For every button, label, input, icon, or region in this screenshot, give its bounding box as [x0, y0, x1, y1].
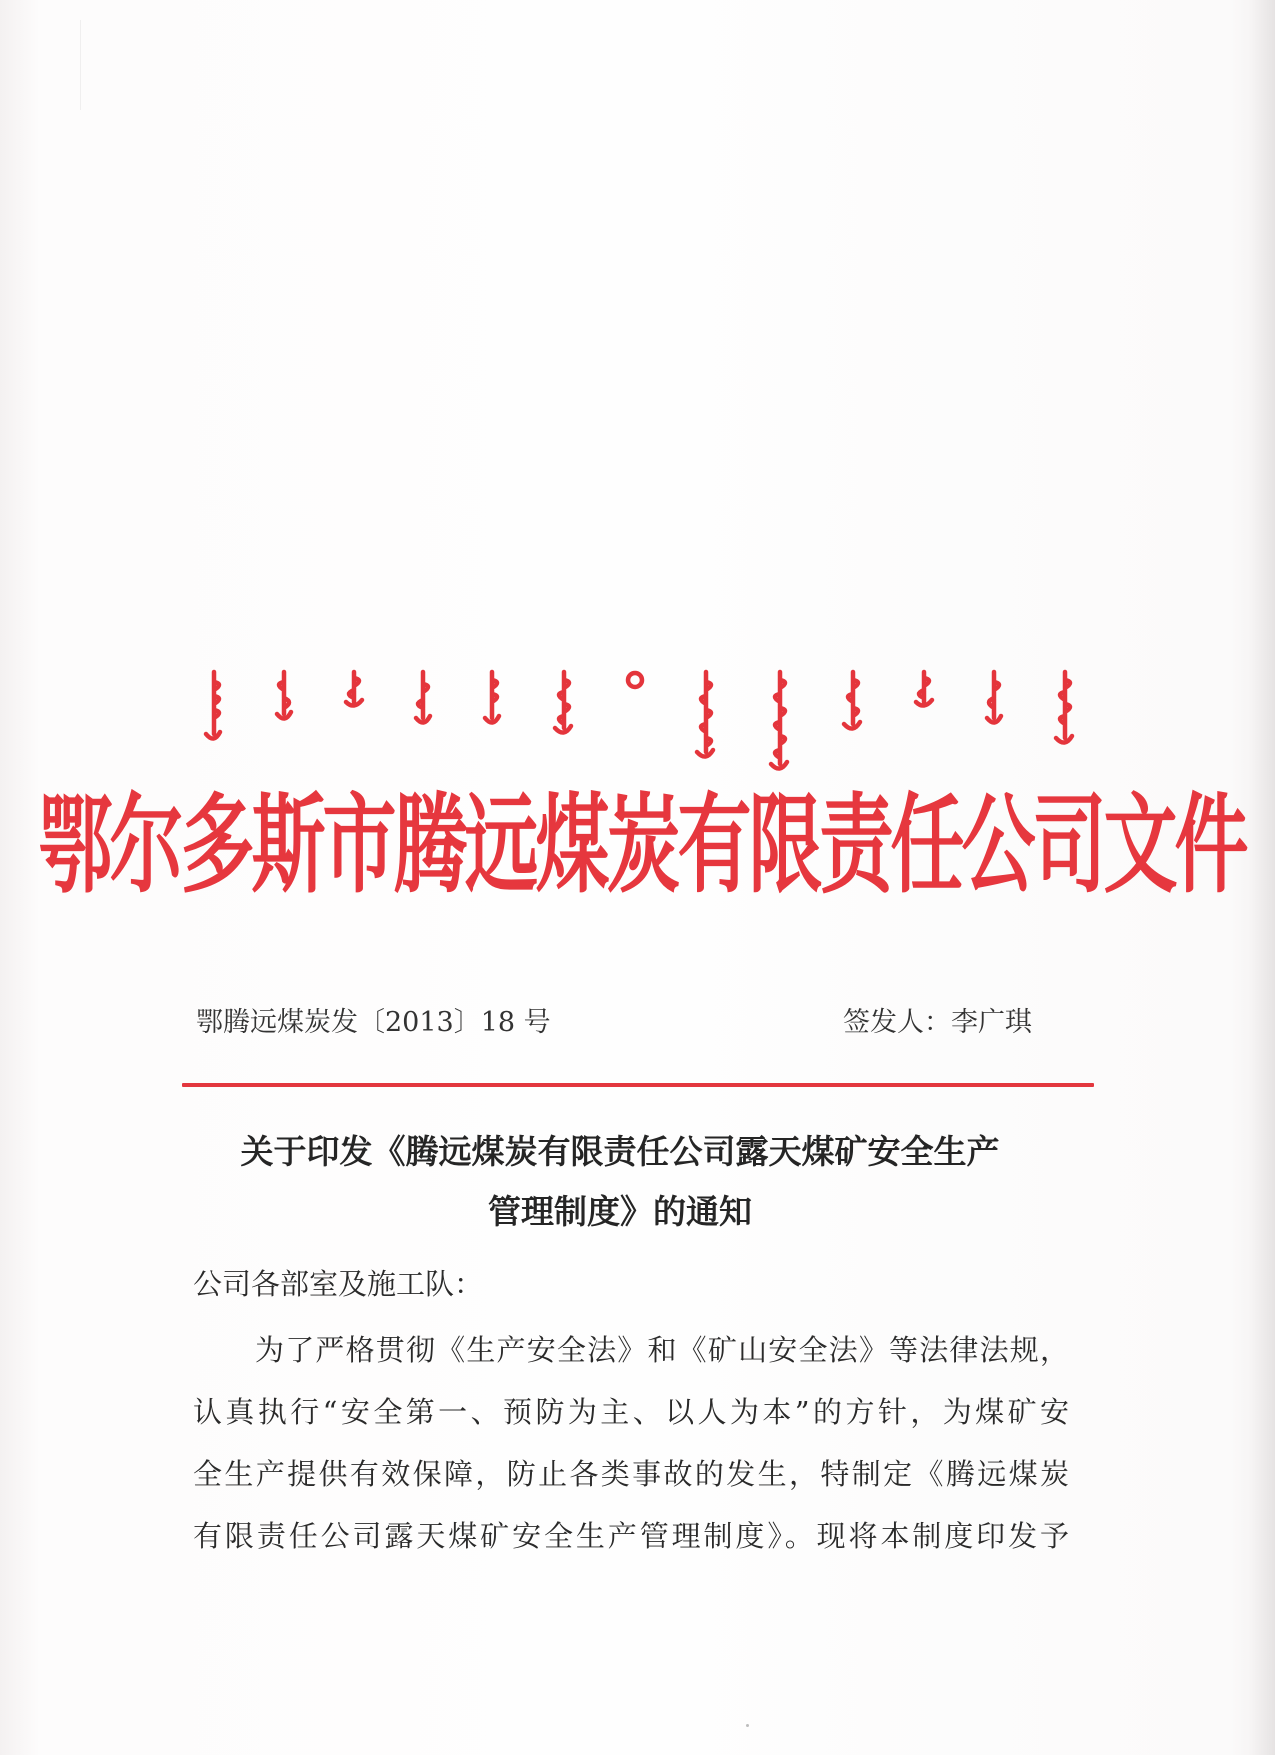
document-number: 鄂腾远煤炭发〔2013〕18 号 — [196, 1007, 551, 1038]
mongol-word-10 — [838, 668, 868, 738]
body-line-1: 为了严格贯彻《生产安全法》和《矿山安全法》等法律法规， — [255, 1333, 1069, 1367]
notice-title — [180, 1122, 1060, 1242]
mongol-word-5 — [479, 668, 505, 732]
mongol-word-13 — [1050, 668, 1080, 752]
body-line-3: 全生产提供有效保障，防止各类事故的发生，特制定《腾远煤炭 — [193, 1457, 1069, 1491]
mongol-word-6 — [549, 668, 579, 742]
mongol-word-1 — [200, 668, 228, 748]
body-paragraph — [193, 1319, 1069, 1567]
fold-mark — [80, 20, 81, 110]
notice-title-line-2: 管理制度》的通知 — [488, 1192, 752, 1231]
mongol-word-12 — [981, 668, 1007, 732]
body-line-4: 有限责任公司露天煤矿安全生产管理制度》。现将本制度印发予 — [193, 1519, 1069, 1553]
mongol-word-8 — [691, 668, 721, 768]
salutation: 公司各部室及施工队： — [193, 1267, 484, 1301]
mongol-word-3 — [341, 668, 367, 718]
mongol-word-7 — [622, 668, 648, 698]
mongol-word-2 — [271, 668, 297, 728]
red-masthead — [38, 772, 1246, 909]
notice-title-line-1: 关于印发《腾远煤炭有限责任公司露天煤矿安全生产 — [240, 1132, 1000, 1171]
issuer: 签发人：李广琪 — [843, 1007, 1032, 1038]
masthead-title: 鄂尔多斯市腾远煤炭有限责任公司文件 — [38, 783, 1246, 909]
mongol-word-11 — [911, 668, 937, 718]
paper-speck — [746, 1724, 749, 1727]
red-divider-line — [182, 1083, 1094, 1087]
page-edge-shadow — [1249, 0, 1275, 1755]
mongol-word-4 — [410, 668, 436, 732]
body-line-2: 认真执行“安全第一、预防为主、以人为本”的方针，为煤矿安 — [193, 1395, 1069, 1429]
